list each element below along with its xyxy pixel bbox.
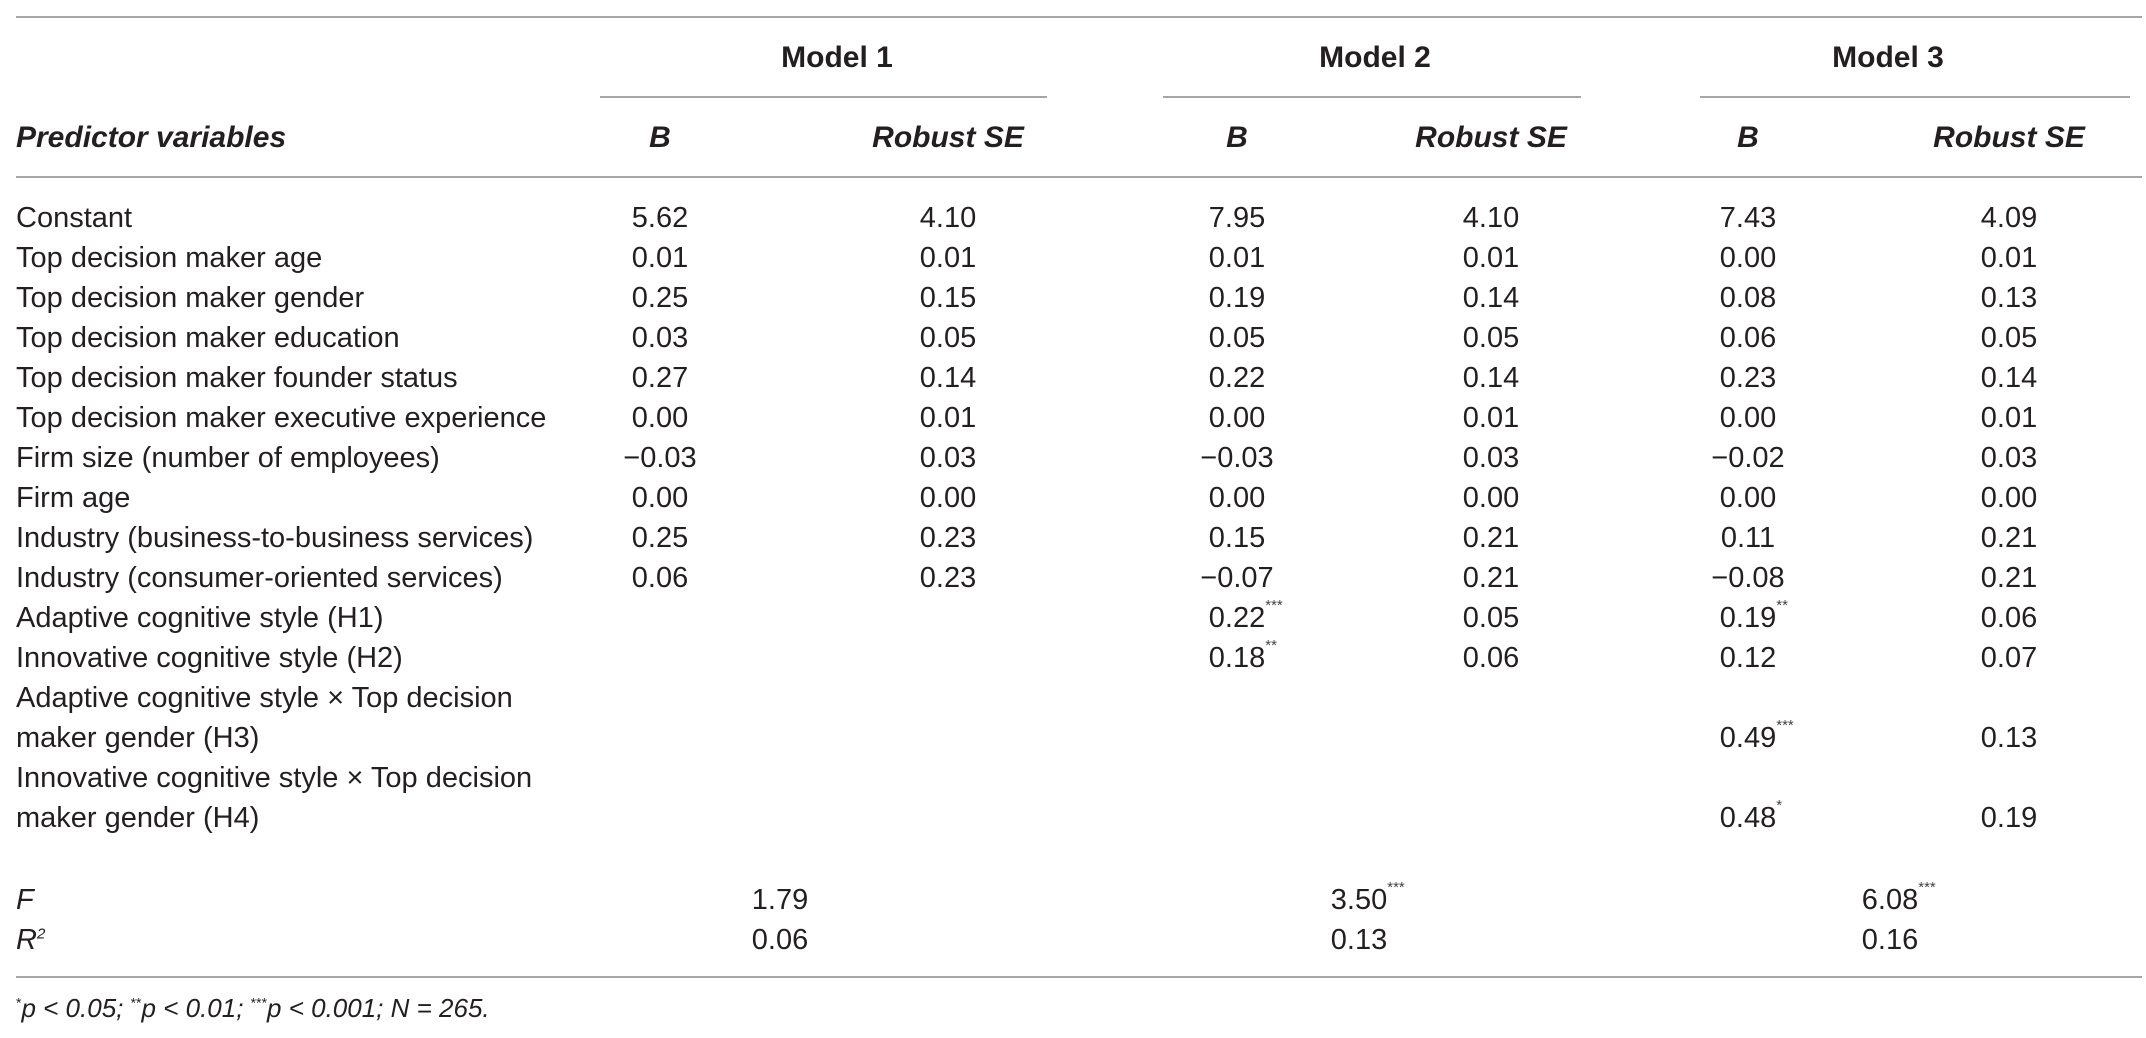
table-cell: 0.00 (631, 402, 689, 434)
table-cell: −0.03 (623, 442, 697, 474)
table-cell: 4.10 (1462, 202, 1520, 234)
table-cell: 0.19 (1980, 802, 2038, 834)
table-cell: 0.01 (1980, 402, 2038, 434)
table-cell: 0.01 (631, 242, 689, 274)
row-label: Constant (16, 202, 133, 234)
model-3-b-header: B (1737, 121, 1759, 154)
table-cell: 0.05 (919, 322, 977, 354)
table-cell: 0.06 (1980, 602, 2038, 634)
table-cell: 0.14 (1980, 362, 2038, 394)
table-cell: 0.25 (631, 522, 689, 554)
table-cell: 0.05 (1462, 602, 1520, 634)
stat-cell: 6.08 *** (1861, 879, 1936, 916)
table-cell: 4.10 (919, 202, 977, 234)
table-cell: 0.15 (1208, 522, 1266, 554)
table-cell: 0.18 ** (1208, 637, 1277, 674)
table-cell: 0.23 (1719, 362, 1777, 394)
row-label: Top decision maker founder status (16, 362, 458, 394)
significance-stars: ** (1776, 597, 1788, 614)
table-cell: 0.08 (1719, 282, 1777, 314)
predictor-variables-header: Predictor variables (16, 121, 287, 154)
table-cell: 0.22 (1208, 362, 1266, 394)
table-cell: 0.00 (1462, 482, 1520, 514)
row-label: maker gender (H4) (16, 802, 260, 834)
table-cell: 5.62 (631, 202, 689, 234)
table-cell: 0.25 (631, 282, 689, 314)
significance-stars: ** (1265, 637, 1277, 654)
table-cell: 0.19 ** (1719, 597, 1788, 634)
stat-label: $R^2$ (16, 924, 46, 956)
model-1-header: Model 1 (781, 41, 893, 74)
row-label: Innovative cognitive style × Top decision (16, 762, 533, 794)
row-label: Innovative cognitive style (H2) (16, 642, 403, 674)
table-cell: 0.14 (1462, 282, 1520, 314)
model-2-header: Model 2 (1319, 41, 1431, 74)
table-cell: 0.05 (1462, 322, 1520, 354)
row-label: Top decision maker education (16, 322, 400, 354)
table-cell: 0.01 (1208, 242, 1266, 274)
row-label: maker gender (H3) (16, 722, 260, 754)
model-2-b-header: B (1226, 121, 1248, 154)
row-label: Top decision maker gender (16, 282, 365, 314)
table-cell: 0.05 (1208, 322, 1266, 354)
table-cell: −0.03 (1200, 442, 1274, 474)
table-cell: 0.15 (919, 282, 977, 314)
model-3-se-header: Robust SE (1933, 121, 2085, 154)
table-cell: 7.43 (1719, 202, 1777, 234)
significance-stars: * (1776, 797, 1783, 814)
table-cell: 0.19 (1208, 282, 1266, 314)
table-cell: 0.21 (1462, 522, 1520, 554)
row-label: Top decision maker age (16, 242, 323, 274)
top-rule (16, 16, 2142, 18)
table-cell: 0.01 (1462, 402, 1520, 434)
stat-cell: 0.13 (1330, 924, 1388, 956)
table-cell: 0.11 (1720, 522, 1776, 554)
model-1-rule (600, 96, 1047, 98)
stat-cell: 0.06 (751, 924, 809, 956)
bottom-rule (16, 976, 2142, 978)
footnote: *p < 0.05; **p < 0.01; ***p < 0.001; N = 265. (16, 993, 490, 1023)
stat-label: F (16, 884, 34, 916)
row-label: Firm age (16, 482, 131, 514)
table-cell: 0.03 (1980, 442, 2038, 474)
table-cell: 0.00 (1719, 402, 1777, 434)
table-cell: 0.49 *** (1719, 717, 1794, 754)
stat-cell: 3.50 *** (1330, 879, 1405, 916)
header-rule (16, 176, 2142, 178)
table-cell: 0.01 (919, 402, 977, 434)
table-cell: 0.13 (1980, 282, 2038, 314)
table-cell: 0.00 (1208, 402, 1266, 434)
significance-stars: *** (1265, 597, 1283, 614)
table-cell: 0.21 (1980, 522, 2038, 554)
table-cell: 0.21 (1980, 562, 2038, 594)
row-label: Industry (business-to-business services) (16, 522, 534, 554)
table-cell: 0.01 (1462, 242, 1520, 274)
table-cell: 0.05 (1980, 322, 2038, 354)
row-label: Firm size (number of employees) (16, 442, 440, 474)
stat-cell: 0.16 (1861, 924, 1919, 956)
row-label: Top decision maker executive experience (16, 402, 547, 434)
table-cell: 0.00 (1208, 482, 1266, 514)
table-cell: 0.06 (1462, 642, 1520, 674)
model-1-b-header: B (649, 121, 671, 154)
row-label: Adaptive cognitive style (H1) (16, 602, 384, 634)
table-cell: −0.02 (1711, 442, 1785, 474)
row-label: Adaptive cognitive style × Top decision (16, 682, 513, 714)
model-1-se-header: Robust SE (872, 121, 1024, 154)
table-cell: 4.09 (1980, 202, 2038, 234)
model-2-se-header: Robust SE (1415, 121, 1567, 154)
stat-cell: 1.79 (751, 884, 809, 916)
significance-stars: *** (1918, 879, 1936, 896)
table-cell: 0.03 (919, 442, 977, 474)
table-cell: 0.00 (919, 482, 977, 514)
table-cell: 0.13 (1980, 722, 2038, 754)
model-3-rule (1700, 96, 2130, 98)
table-cell: 0.06 (1719, 322, 1777, 354)
table-cell: 0.00 (1719, 242, 1777, 274)
significance-stars: *** (1776, 717, 1794, 734)
significance-stars: *** (1387, 879, 1405, 896)
table-cell: 0.03 (631, 322, 689, 354)
table-cell: 0.14 (919, 362, 977, 394)
table-cell: 0.21 (1462, 562, 1520, 594)
table-cell: −0.08 (1711, 562, 1785, 594)
table-cell: 0.12 (1719, 642, 1777, 674)
table-cell: 0.00 (631, 482, 689, 514)
model-3-header: Model 3 (1832, 41, 1944, 74)
table-cell: 0.01 (1980, 242, 2038, 274)
table-cell: 0.06 (631, 562, 689, 594)
table-cell: 0.22 *** (1208, 597, 1283, 634)
table-cell: −0.07 (1200, 562, 1274, 594)
table-cell: 0.03 (1462, 442, 1520, 474)
row-label: Industry (consumer-oriented services) (16, 562, 503, 594)
table-cell: 7.95 (1208, 202, 1266, 234)
table-cell: 0.23 (919, 522, 977, 554)
table-cell: 0.07 (1980, 642, 2038, 674)
table-cell: 0.00 (1980, 482, 2038, 514)
model-2-rule (1163, 96, 1581, 98)
table-cell: 0.48 * (1719, 797, 1783, 834)
table-cell: 0.14 (1462, 362, 1520, 394)
table-cell: 0.00 (1719, 482, 1777, 514)
table-cell: 0.01 (919, 242, 977, 274)
table-cell: 0.27 (631, 362, 689, 394)
table-cell: 0.23 (919, 562, 977, 594)
